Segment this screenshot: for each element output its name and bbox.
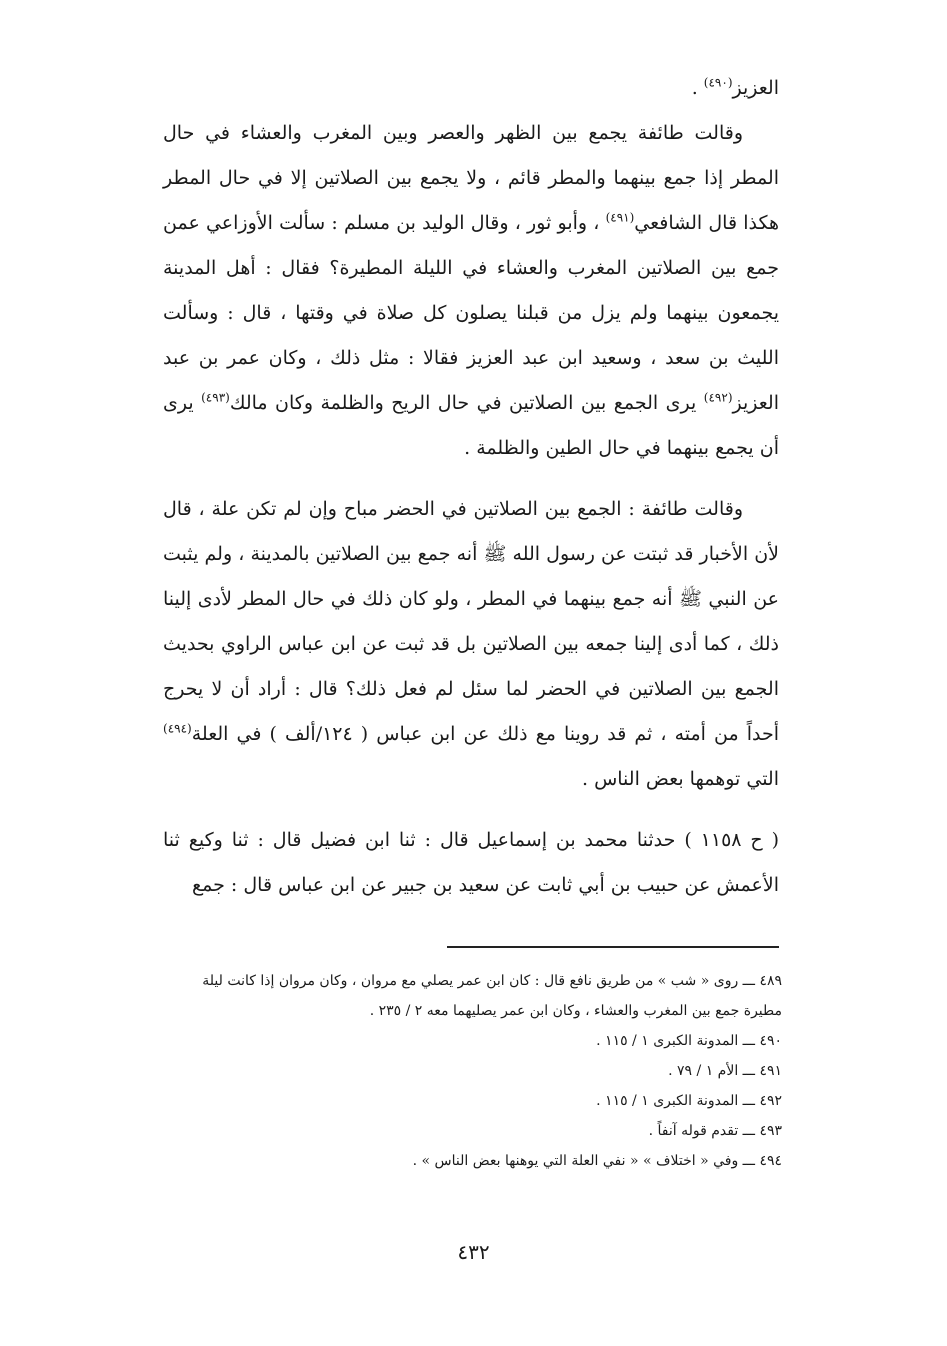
footnote-line: ٤٩٣ ـــ تقدم قوله آنفاً .: [648, 1123, 782, 1139]
footnote-ref-492: (٤٩٢): [703, 390, 733, 405]
footnote-ref-491: (٤٩١): [605, 210, 635, 225]
page-number: ٤٣٢: [457, 1240, 490, 1264]
footnote-line: مطيرة جمع بين المغرب والعشاء ، وكان ابن عمر يصليهما معه ٢ / ٢٣٥ .: [369, 1003, 782, 1019]
paragraph-1-part-1: وقالت طائفة يجمع بين الظهر والعصر وبين المغرب والعشاء في حال المطر إذا جمع بينهما والمطر قائم ، ولا يجمع بين الصلاتين إلا في حال المطر هكذا قال الشافعي: [163, 122, 779, 234]
paragraph-1-part-4: يرى أن يجمع بينهما في حال الطين والظلمة .: [163, 392, 779, 459]
continuation-tail: .: [691, 77, 704, 99]
paragraph-1: [163, 111, 779, 471]
paragraph-1-part-3: يرى الجمع بين الصلاتين في حال الريح والظلمة وكان مالك: [229, 392, 704, 414]
footnote-ref-494: (٤٩٤): [163, 721, 192, 736]
footnote-ref-493: (٤٩٣): [201, 390, 230, 405]
footnote-line: ٤٩٢ ـــ المدونة الكبرى ١ / ١١٥ .: [596, 1093, 782, 1109]
paragraph-2-part-1: وقالت طائفة : الجمع بين الصلاتين في الحضر مباح وإن لم تكن علة ، قال لأن الأخبار قد ثبتت عن رسول الله ﷺ أنه جمع بين الصلاتين بالمدينة ، ولم يثبت عن النبي ﷺ أنه جمع بينهما في المطر ، ولو كان ذلك في حال المطر لأدى إلينا ذلك ، كما أدى إلينا جمعه بين الصلاتين بل قد ثبت عن ابن عباس الراوي بحديث الجمع بين الصلاتين في الحضر لما سئل لم فعل ذلك؟ قال : أراد أن لا يحرج أحداً من أمته ، ثم قد روينا مع ذلك عن ابن عباس ( ١٢٤/ألف ) في العلة: [163, 498, 779, 745]
footnote-separator: [447, 946, 779, 948]
footnotes: [162, 966, 782, 1176]
footnote-line: ٤٩٤ ـــ وفي « اختلاف » « نفي العلة التي يوهنها بعض الناس » .: [412, 1153, 782, 1169]
continuation-line: [163, 66, 779, 111]
paragraph-2: [163, 487, 779, 802]
footnote-line: ٤٩١ ـــ الأم ١ / ٧٩ .: [668, 1063, 782, 1079]
paragraph-2-part-2: التي توهمها بعض الناس .: [581, 768, 779, 790]
paragraph-1-part-2: ، وأبو ثور ، وقال الوليد بن مسلم : سألت الأوزاعي عمن جمع بين الصلاتين المغرب والعشاء في الليلة المطيرة؟ فقال : أهل المدينة يجمعون بينهما ولم يزل من قبلنا يصلون كل صلاة في وقتها ، قال : وسألت الليث بن سعد ، وسعيد ابن عبد العزيز فقالا : مثل ذلك ، وكان عمر بن عبد العزيز: [163, 212, 779, 414]
main-text: [163, 66, 779, 908]
footnote-ref-490: (٤٩٠): [703, 75, 733, 90]
continuation-text: العزيز: [732, 77, 779, 99]
footnote-line: ٤٨٩ ـــ روى « شب » من طريق نافع قال : كان ابن عمر يصلي مع مروان ، وكان مروان إذا كانت ليلة: [202, 973, 782, 989]
paragraph-3-hadith: ( ح ١١٥٨ ) حدثنا محمد بن إسماعيل قال : ثنا ابن فضيل قال : ثنا وكيع ثنا الأعمش عن حبيب بن أبي ثابت عن سعيد بن جبير عن ابن عباس قال : جمع: [163, 829, 779, 896]
footnote-line: ٤٩٠ ـــ المدونة الكبرى ١ / ١١٥ .: [596, 1033, 782, 1049]
